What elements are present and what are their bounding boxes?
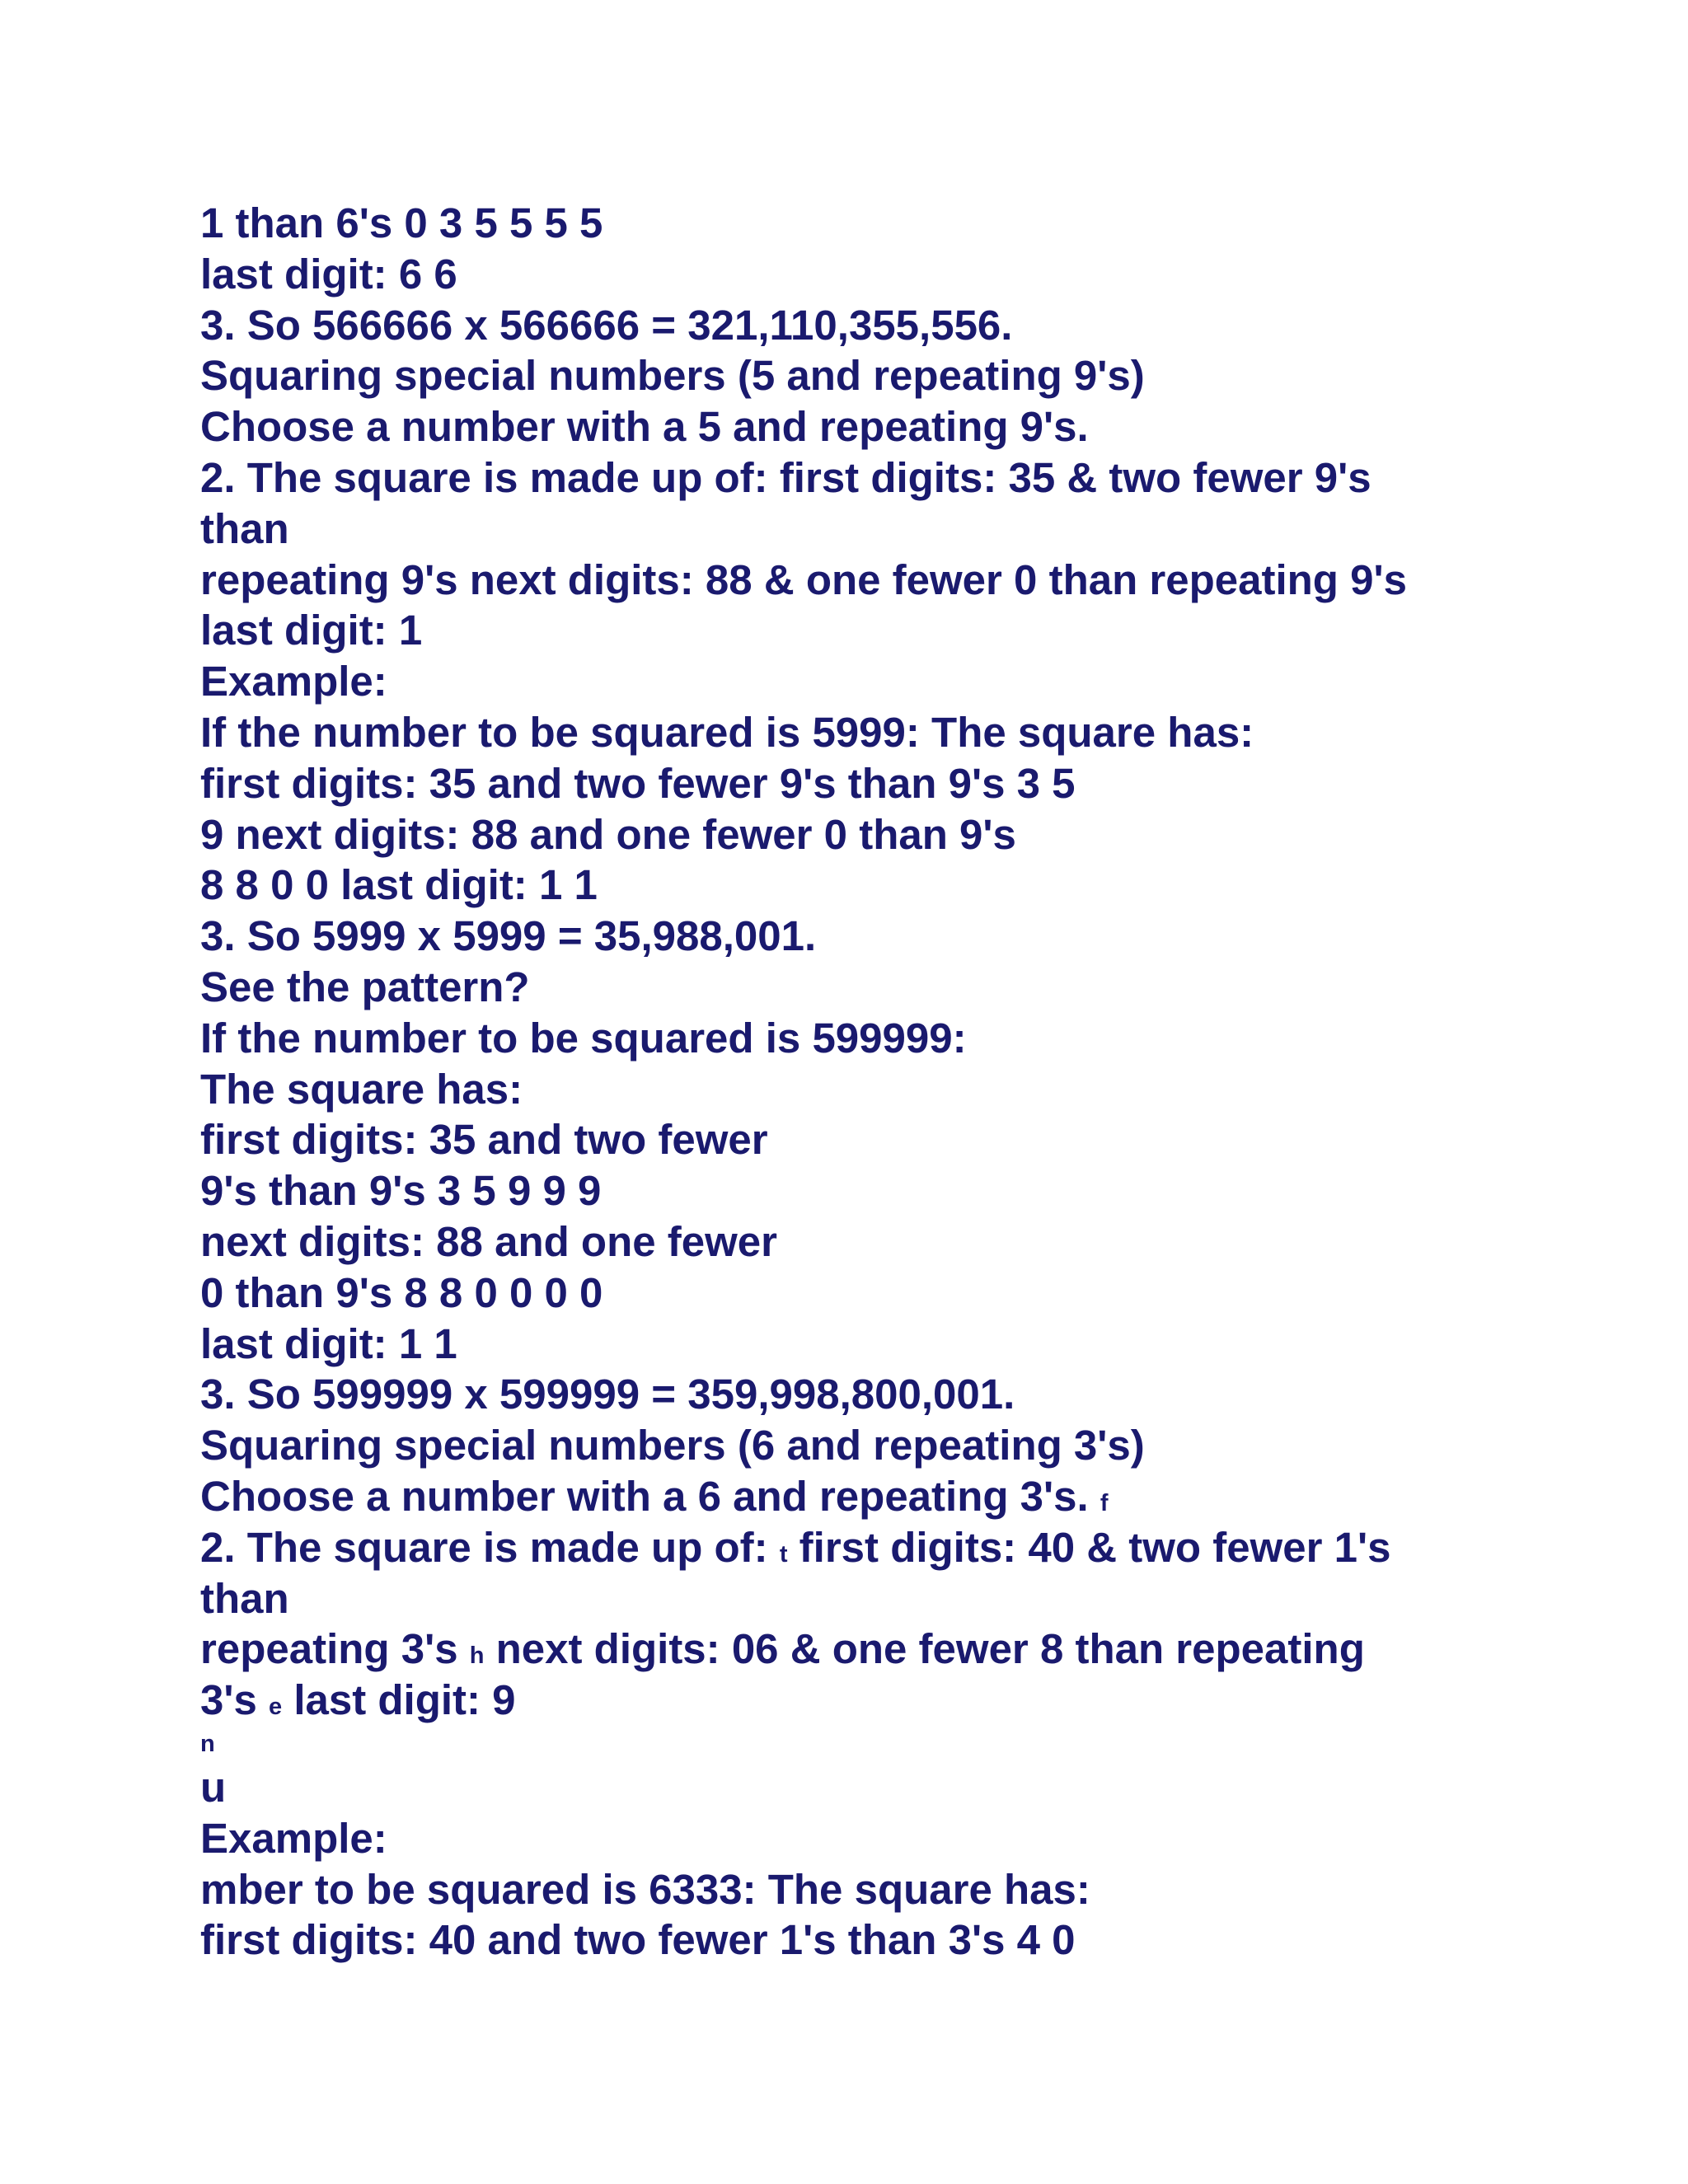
small-letter: t (779, 1540, 788, 1568)
small-letter: h (469, 1643, 485, 1670)
text-line (200, 1624, 1552, 1675)
text-line: 3. So 599999 x 599999 = 359,998,800,001. (200, 1371, 1015, 1418)
document-text (200, 198, 1552, 1966)
text-line: 0 than 9's 8 8 0 0 0 0 (200, 1268, 603, 1316)
text-line: The square has: (200, 1065, 523, 1113)
text-line: u (200, 1763, 227, 1811)
text-line: mber to be squared is 6333: The square has: (200, 1865, 1090, 1913)
text-segment: next digits: 06 & one fewer 8 than repeating (495, 1625, 1365, 1673)
text-segment: 3's (200, 1676, 257, 1724)
text-line: than (200, 1574, 289, 1622)
small-letter: e (269, 1694, 283, 1721)
text-line: 9's than 9's 3 5 9 9 9 (200, 1167, 602, 1215)
text-line: first digits: 35 and two fewer (200, 1116, 768, 1164)
text-line: 3. So 5999 x 5999 = 35,988,001. (200, 912, 817, 960)
text-line (200, 1471, 1552, 1522)
text-line: than (200, 504, 289, 552)
text-line: next digits: 88 and one fewer (200, 1217, 777, 1265)
text-segment: 2. The square is made up of: (200, 1523, 768, 1571)
example-heading: Example: (200, 658, 387, 705)
text-line: 8 8 0 0 last digit: 1 1 (200, 861, 598, 909)
section-heading: Squaring special numbers (6 and repeating 3's) (200, 1422, 1145, 1469)
section-heading: Squaring special numbers (5 and repeating 9's) (200, 352, 1145, 400)
text-line: 2. The square is made up of: first digits: 35 & two fewer 9's (200, 453, 1372, 501)
text-line: last digit: 1 (200, 607, 423, 654)
example-heading: Example: (200, 1814, 387, 1862)
text-line: 3. So 566666 x 566666 = 321,110,355,556. (200, 301, 1013, 349)
text-line: repeating 9's next digits: 88 & one fewer 0 than repeating 9's (200, 555, 1407, 603)
text-line: 9 next digits: 88 and one fewer 0 than 9's (200, 810, 1016, 858)
text-segment: Choose a number with a 6 and repeating 3's. (200, 1472, 1089, 1520)
text-line (200, 1675, 1552, 1726)
text-line (200, 1522, 1552, 1573)
text-line: If the number to be squared is 5999: The square has: (200, 708, 1254, 756)
small-letter: n (200, 1730, 215, 1757)
text-segment: last digit: 9 (293, 1676, 516, 1724)
text-line: See the pattern? (200, 963, 530, 1010)
text-line: first digits: 35 and two fewer 9's than 9's 3 5 (200, 759, 1076, 807)
text-line: 1 than 6's 0 3 5 5 5 5 (200, 199, 603, 246)
text-line: last digit: 6 6 (200, 250, 457, 298)
text-line: Choose a number with a 5 and repeating 9's. (200, 403, 1089, 451)
text-line: last digit: 1 1 (200, 1319, 457, 1367)
text-segment: first digits: 40 & two fewer 1's (799, 1523, 1391, 1571)
small-letter: f (1100, 1489, 1109, 1516)
text-line: first digits: 40 and two fewer 1's than 3's 4 0 (200, 1916, 1076, 1964)
text-line: If the number to be squared is 599999: (200, 1014, 967, 1062)
text-segment: repeating 3's (200, 1625, 458, 1673)
